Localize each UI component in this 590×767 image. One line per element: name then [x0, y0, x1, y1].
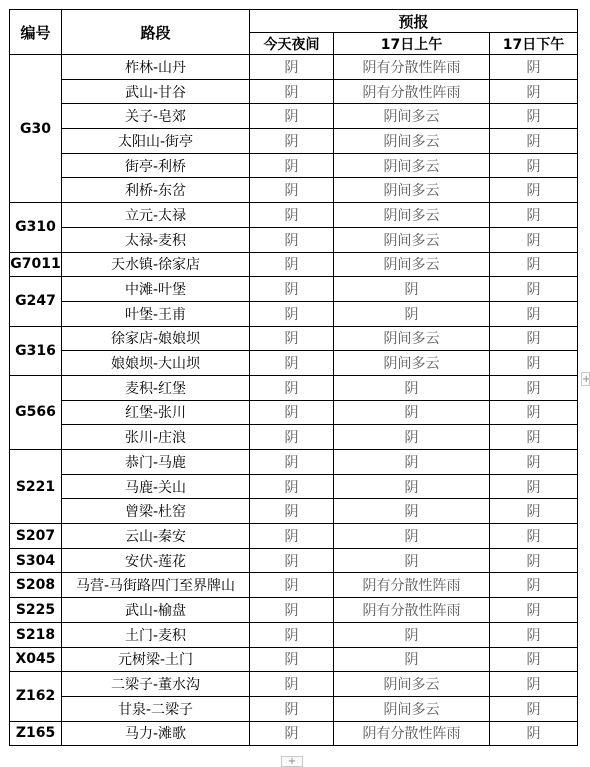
table-row [10, 277, 578, 302]
morning-weather-cell: 阴 [334, 375, 490, 400]
afternoon-weather-cell: 阴 [490, 153, 578, 178]
period-afternoon-header: 17日下午 [490, 33, 578, 55]
tonight-weather-cell: 阴 [250, 129, 334, 154]
add-row-handle[interactable]: + [281, 756, 303, 767]
route-code-cell: G247 [10, 277, 62, 326]
afternoon-weather-cell: 阴 [490, 450, 578, 475]
table-row [10, 178, 578, 203]
table-row [10, 548, 578, 573]
morning-weather-cell: 阴 [334, 622, 490, 647]
morning-weather-cell: 阴间多云 [334, 203, 490, 228]
period-morning-header: 17日上午 [334, 33, 490, 55]
tonight-weather-cell: 阴 [250, 301, 334, 326]
afternoon-weather-cell: 阴 [490, 104, 578, 129]
table-row [10, 573, 578, 598]
afternoon-weather-cell: 阴 [490, 277, 578, 302]
segment-cell: 立元-太禄 [62, 203, 250, 228]
route-code-cell: S218 [10, 622, 62, 647]
table-row [10, 499, 578, 524]
morning-weather-cell: 阴有分散性阵雨 [334, 721, 490, 746]
tonight-weather-cell: 阴 [250, 178, 334, 203]
afternoon-weather-cell: 阴 [490, 203, 578, 228]
period-tonight-header: 今天夜间 [250, 33, 334, 55]
afternoon-weather-cell: 阴 [490, 622, 578, 647]
route-code-cell: S221 [10, 450, 62, 524]
segment-cell: 土门-麦积 [62, 622, 250, 647]
route-code-cell: S207 [10, 524, 62, 549]
morning-weather-cell: 阴 [334, 301, 490, 326]
afternoon-weather-cell: 阴 [490, 301, 578, 326]
tonight-weather-cell: 阴 [250, 55, 334, 80]
table-row [10, 104, 578, 129]
segment-cell: 太禄-麦积 [62, 227, 250, 252]
table-resize-handle-right[interactable]: + [582, 374, 590, 385]
tonight-weather-cell: 阴 [250, 647, 334, 672]
segment-cell: 关子-皂郊 [62, 104, 250, 129]
tonight-weather-cell: 阴 [250, 425, 334, 450]
tonight-weather-cell: 阴 [250, 252, 334, 277]
table-row [10, 474, 578, 499]
morning-weather-cell: 阴间多云 [334, 351, 490, 376]
morning-weather-cell: 阴间多云 [334, 129, 490, 154]
morning-weather-cell: 阴有分散性阵雨 [334, 55, 490, 80]
segment-cell: 太阳山-街亭 [62, 129, 250, 154]
tonight-weather-cell: 阴 [250, 499, 334, 524]
table-row [10, 425, 578, 450]
forecast-header: 预报 [250, 10, 578, 33]
segment-cell: 元树梁-土门 [62, 647, 250, 672]
segment-cell: 云山-秦安 [62, 524, 250, 549]
segment-cell: 利桥-东岔 [62, 178, 250, 203]
segment-cell: 武山-甘谷 [62, 79, 250, 104]
tonight-weather-cell: 阴 [250, 79, 334, 104]
afternoon-weather-cell: 阴 [490, 573, 578, 598]
tonight-weather-cell: 阴 [250, 450, 334, 475]
route-code-cell: G7011 [10, 252, 62, 277]
forecast-table [9, 9, 578, 746]
tonight-weather-cell: 阴 [250, 375, 334, 400]
segment-cell: 叶堡-王甫 [62, 301, 250, 326]
segment-cell: 红堡-张川 [62, 400, 250, 425]
tonight-weather-cell: 阴 [250, 474, 334, 499]
table-row [10, 721, 578, 746]
morning-weather-cell: 阴间多云 [334, 104, 490, 129]
segment-cell: 武山-榆盘 [62, 598, 250, 623]
route-code-cell: Z165 [10, 721, 62, 746]
tonight-weather-cell: 阴 [250, 203, 334, 228]
morning-weather-cell: 阴有分散性阵雨 [334, 573, 490, 598]
afternoon-weather-cell: 阴 [490, 326, 578, 351]
afternoon-weather-cell: 阴 [490, 647, 578, 672]
table-row [10, 326, 578, 351]
morning-weather-cell: 阴有分散性阵雨 [334, 598, 490, 623]
code-header: 编号 [10, 10, 62, 55]
segment-cell: 天水镇-徐家店 [62, 252, 250, 277]
afternoon-weather-cell: 阴 [490, 375, 578, 400]
afternoon-weather-cell: 阴 [490, 672, 578, 697]
morning-weather-cell: 阴 [334, 425, 490, 450]
table-row [10, 203, 578, 228]
tonight-weather-cell: 阴 [250, 326, 334, 351]
segment-cell: 恭门-马鹿 [62, 450, 250, 475]
table-row [10, 622, 578, 647]
morning-weather-cell: 阴间多云 [334, 178, 490, 203]
tonight-weather-cell: 阴 [250, 622, 334, 647]
table-row [10, 252, 578, 277]
table-row [10, 524, 578, 549]
segment-cell: 中滩-叶堡 [62, 277, 250, 302]
morning-weather-cell: 阴间多云 [334, 153, 490, 178]
segment-cell: 安伏-莲花 [62, 548, 250, 573]
table-row [10, 450, 578, 475]
afternoon-weather-cell: 阴 [490, 524, 578, 549]
route-code-cell: G566 [10, 375, 62, 449]
route-code-cell: S304 [10, 548, 62, 573]
segment-cell: 马鹿-关山 [62, 474, 250, 499]
route-code-cell: S225 [10, 598, 62, 623]
tonight-weather-cell: 阴 [250, 104, 334, 129]
segment-cell: 曾梁-杜窑 [62, 499, 250, 524]
afternoon-weather-cell: 阴 [490, 178, 578, 203]
afternoon-weather-cell: 阴 [490, 252, 578, 277]
afternoon-weather-cell: 阴 [490, 129, 578, 154]
segment-cell: 麦积-红堡 [62, 375, 250, 400]
route-code-cell: X045 [10, 647, 62, 672]
table-row [10, 153, 578, 178]
tonight-weather-cell: 阴 [250, 524, 334, 549]
morning-weather-cell: 阴 [334, 548, 490, 573]
segment-cell: 柞林-山丹 [62, 55, 250, 80]
tonight-weather-cell: 阴 [250, 400, 334, 425]
morning-weather-cell: 阴 [334, 450, 490, 475]
segment-cell: 马营-马街路四门至界牌山 [62, 573, 250, 598]
segment-cell: 马力-滩歌 [62, 721, 250, 746]
tonight-weather-cell: 阴 [250, 696, 334, 721]
tonight-weather-cell: 阴 [250, 277, 334, 302]
tonight-weather-cell: 阴 [250, 548, 334, 573]
route-code-cell: Z162 [10, 672, 62, 721]
afternoon-weather-cell: 阴 [490, 499, 578, 524]
afternoon-weather-cell: 阴 [490, 55, 578, 80]
morning-weather-cell: 阴间多云 [334, 696, 490, 721]
morning-weather-cell: 阴 [334, 524, 490, 549]
afternoon-weather-cell: 阴 [490, 79, 578, 104]
tonight-weather-cell: 阴 [250, 573, 334, 598]
forecast-body [10, 55, 578, 746]
morning-weather-cell: 阴 [334, 474, 490, 499]
tonight-weather-cell: 阴 [250, 672, 334, 697]
route-code-cell: G316 [10, 326, 62, 375]
morning-weather-cell: 阴 [334, 499, 490, 524]
afternoon-weather-cell: 阴 [490, 598, 578, 623]
table-row [10, 301, 578, 326]
route-code-cell: G310 [10, 203, 62, 252]
afternoon-weather-cell: 阴 [490, 474, 578, 499]
table-row [10, 129, 578, 154]
afternoon-weather-cell: 阴 [490, 696, 578, 721]
table-row [10, 55, 578, 80]
morning-weather-cell: 阴间多云 [334, 672, 490, 697]
morning-weather-cell: 阴 [334, 400, 490, 425]
table-row [10, 400, 578, 425]
afternoon-weather-cell: 阴 [490, 425, 578, 450]
morning-weather-cell: 阴间多云 [334, 252, 490, 277]
segment-cell: 二梁子-董水沟 [62, 672, 250, 697]
afternoon-weather-cell: 阴 [490, 548, 578, 573]
table-row [10, 375, 578, 400]
table-row [10, 351, 578, 376]
morning-weather-cell: 阴有分散性阵雨 [334, 79, 490, 104]
table-row [10, 598, 578, 623]
tonight-weather-cell: 阴 [250, 153, 334, 178]
tonight-weather-cell: 阴 [250, 721, 334, 746]
segment-cell: 街亭-利桥 [62, 153, 250, 178]
segment-cell: 甘泉-二梁子 [62, 696, 250, 721]
table-row [10, 672, 578, 697]
afternoon-weather-cell: 阴 [490, 721, 578, 746]
morning-weather-cell: 阴 [334, 647, 490, 672]
route-code-cell: S208 [10, 573, 62, 598]
table-row [10, 696, 578, 721]
morning-weather-cell: 阴间多云 [334, 326, 490, 351]
route-code-cell: G30 [10, 55, 62, 203]
afternoon-weather-cell: 阴 [490, 400, 578, 425]
segment-cell: 徐家店-娘娘坝 [62, 326, 250, 351]
tonight-weather-cell: 阴 [250, 598, 334, 623]
tonight-weather-cell: 阴 [250, 351, 334, 376]
table-row [10, 227, 578, 252]
segment-header: 路段 [62, 10, 250, 55]
segment-cell: 娘娘坝-大山坝 [62, 351, 250, 376]
tonight-weather-cell: 阴 [250, 227, 334, 252]
segment-cell: 张川-庄浪 [62, 425, 250, 450]
table-row [10, 79, 578, 104]
afternoon-weather-cell: 阴 [490, 351, 578, 376]
morning-weather-cell: 阴 [334, 277, 490, 302]
morning-weather-cell: 阴间多云 [334, 227, 490, 252]
afternoon-weather-cell: 阴 [490, 227, 578, 252]
table-row [10, 647, 578, 672]
